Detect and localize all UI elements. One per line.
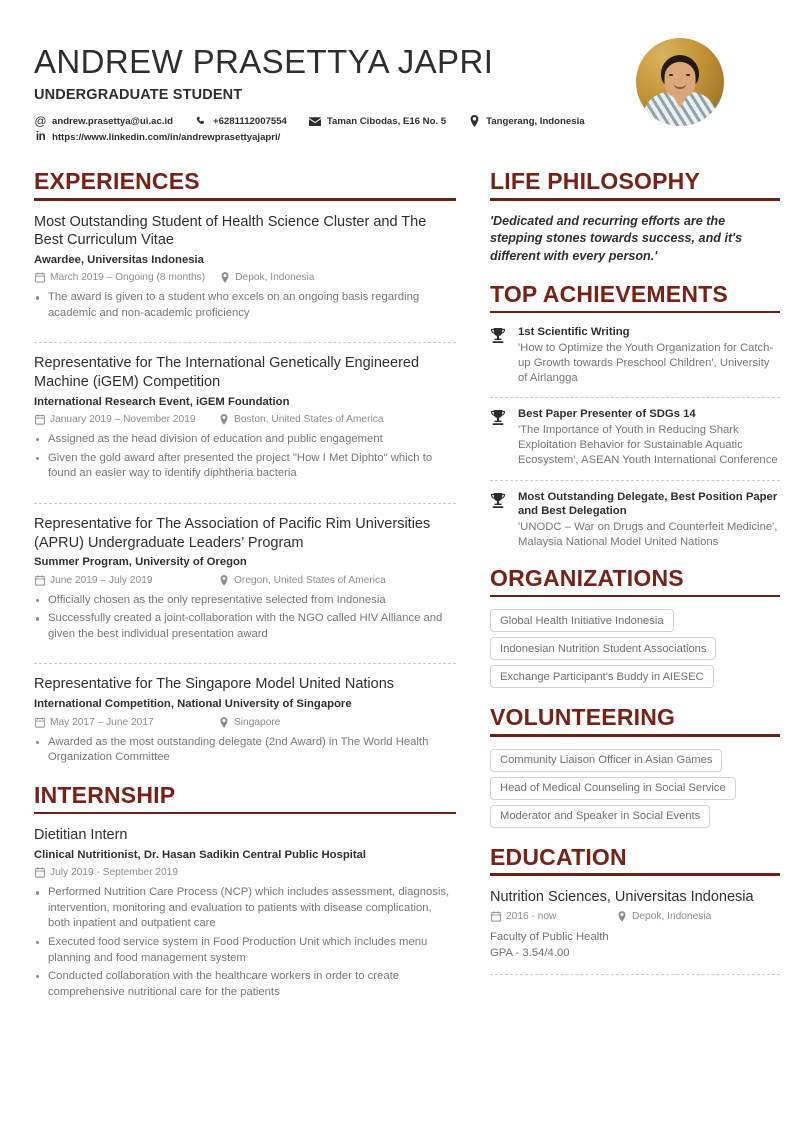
education-date-text: 2016 - now xyxy=(506,911,557,923)
entry-title: Most Outstanding Student of Health Science Cluster and The Best Curriculum Vitae xyxy=(34,213,427,249)
section-divider xyxy=(490,873,780,876)
experience-entry xyxy=(34,354,456,495)
entry-location xyxy=(218,717,280,728)
calendar-icon xyxy=(490,911,501,922)
contact-linkedin[interactable] xyxy=(34,131,280,143)
bullet-item: Assigned as the head division of education and public engagement xyxy=(34,432,456,448)
trophy-icon xyxy=(490,325,518,344)
bullet-item: Successfully created a joint-collaboration with the NGO called HIV Alliance and given the best individual presentation award xyxy=(34,611,456,642)
achievement-body xyxy=(518,325,780,386)
life-philosophy-quote: 'Dedicated and recurring efforts are the stepping stones towards success, and it's different with every person.' xyxy=(490,213,743,264)
entry-date-text: July 2019 - September 2019 xyxy=(50,867,178,879)
entry-date xyxy=(34,575,204,586)
entry-title: Dietitian Intern xyxy=(34,827,128,844)
section-heading-education: EDUCATION xyxy=(490,843,627,870)
entry-date-text: May 2017 – June 2017 xyxy=(50,716,154,728)
location-icon xyxy=(616,911,627,922)
contact-phone[interactable] xyxy=(195,115,287,127)
achievement-separator xyxy=(490,480,780,481)
header-subtitle: UNDERGRADUATE STUDENT xyxy=(34,87,243,104)
trophy-icon xyxy=(490,407,518,426)
entry-separator xyxy=(34,342,456,343)
education-date xyxy=(490,911,602,922)
entry-date-text: January 2019 – November 2019 xyxy=(50,414,196,426)
trophy-icon xyxy=(490,490,518,509)
entry-subtitle: International Competition, National University of Singapore xyxy=(34,698,352,711)
location-icon xyxy=(218,414,229,425)
content-columns xyxy=(34,168,778,1017)
education-faculty: Faculty of Public Health xyxy=(490,931,609,944)
section-experiences xyxy=(34,169,456,779)
section-divider xyxy=(34,198,456,201)
resume-header xyxy=(34,38,760,153)
section-divider xyxy=(490,595,780,598)
section-heading-experiences: EXPERIENCES xyxy=(34,168,200,195)
entry-meta xyxy=(34,717,456,728)
contact-location-text: Tangerang, Indonesia xyxy=(486,115,585,127)
bullet-item: Conducted collaboration with the healthcare workers in order to create comprehensive nutritional care for the patients xyxy=(34,969,456,1000)
section-volunteering xyxy=(490,705,780,832)
section-divider xyxy=(490,311,780,314)
entry-date xyxy=(34,272,205,283)
entry-meta xyxy=(34,272,456,283)
location-icon xyxy=(219,272,230,283)
entry-meta xyxy=(34,867,456,878)
section-life-philosophy xyxy=(490,169,780,266)
location-icon xyxy=(468,115,481,127)
contact-location xyxy=(468,115,584,127)
calendar-icon xyxy=(34,272,45,283)
entry-subtitle: Summer Program, University of Oregon xyxy=(34,556,247,569)
entry-location xyxy=(218,414,384,425)
volunteering-tag: Community Liaison Officer in Asian Games xyxy=(490,749,722,772)
entry-location-text: Depok, Indonesia xyxy=(235,272,315,284)
entry-date xyxy=(34,867,178,878)
section-top-achievements xyxy=(490,282,780,552)
achievement-title: 1st Scientific Writing xyxy=(518,326,630,339)
entry-bullets xyxy=(34,432,456,482)
entry-date xyxy=(34,414,204,425)
section-divider xyxy=(490,734,780,737)
organization-tag: Indonesian Nutrition Student Associations xyxy=(490,637,716,660)
section-divider xyxy=(490,198,780,201)
left-column xyxy=(34,169,464,1017)
bullet-item: Given the gold award after presented the project "How I Met Diphto" which to found an easier way to identify diphtheria bacteria xyxy=(34,451,456,482)
contact-linkedin-text: https://www.linkedin.com/in/andrewprasettyajapri/ xyxy=(52,131,281,143)
avatar-eye-left xyxy=(669,74,673,76)
education-entry xyxy=(490,888,780,966)
experience-entry xyxy=(34,213,456,335)
volunteering-tag-list xyxy=(490,749,780,833)
entry-bullets xyxy=(34,290,456,321)
achievement-description: 'How to Optimize the Youth Organization for Catch-up Growth towards Preschool Children', University of Airlangga xyxy=(518,342,774,385)
achievement-separator xyxy=(490,397,780,398)
achievement-description: 'The Importance of Youth in Reducing Shark Exploitation Behavior for Sustainable Aquatic Ecosystem', ASEAN Youth International Conference xyxy=(518,424,778,467)
bullet-item: Executed food service system in Food Production Unit which includes menu planning and food management system xyxy=(34,935,456,966)
calendar-icon xyxy=(34,414,45,425)
bullet-item: The award is given to a student who excels on an ongoing basis regarding academic and non-academic proficiency xyxy=(34,290,456,321)
page-title: ANDREW PRASETTYA JAPRI xyxy=(34,43,494,80)
entry-bullets xyxy=(34,593,456,643)
entry-meta xyxy=(490,911,780,922)
organizations-tag-list xyxy=(490,609,780,693)
entry-bullets xyxy=(34,885,456,1000)
envelope-icon xyxy=(309,115,322,127)
section-divider xyxy=(34,812,456,815)
organization-tag: Global Health Initiative Indonesia xyxy=(490,609,674,632)
achievement-body xyxy=(518,490,780,551)
section-heading-organizations: ORGANIZATIONS xyxy=(490,565,684,592)
contact-info xyxy=(34,115,636,143)
phone-icon xyxy=(195,115,208,127)
education-location-text: Depok, Indonesia xyxy=(632,911,712,923)
linkedin-icon: in xyxy=(35,131,46,144)
entry-title: Representative for The Singapore Model United Nations xyxy=(34,676,395,693)
entry-location-text: Singapore xyxy=(234,716,281,728)
entry-subtitle: Awardee, Universitas Indonesia xyxy=(34,253,204,266)
entry-location-text: Oregon, United States of America xyxy=(234,574,386,586)
avatar-eye-right xyxy=(686,74,690,76)
contact-phone-text: +6281112007554 xyxy=(212,115,287,127)
avatar xyxy=(636,38,724,126)
achievement-item xyxy=(490,407,780,470)
bullet-item: Performed Nutrition Care Process (NCP) which includes assessment, diagnosis, intervention, monitoring and evaluation to patients with disease complication, both inpatient and outpatient care xyxy=(34,885,456,932)
contact-row-linkedin xyxy=(34,131,636,143)
avatar-face xyxy=(665,62,696,98)
achievement-item xyxy=(490,325,780,388)
entry-bullets xyxy=(34,735,456,766)
contact-address-text: Taman Cibodas, E16 No. 5 xyxy=(326,115,447,127)
achievement-title: Most Outstanding Delegate, Best Position Paper and Best Delegation xyxy=(518,490,778,518)
header-text-block xyxy=(34,38,636,147)
entry-date xyxy=(34,717,204,728)
education-separator xyxy=(490,974,780,975)
entry-separator xyxy=(34,503,456,504)
calendar-icon xyxy=(34,575,45,586)
section-education xyxy=(490,845,780,976)
achievement-body xyxy=(518,407,780,468)
volunteering-tag: Moderator and Speaker in Social Events xyxy=(490,805,710,828)
entry-meta xyxy=(34,414,456,425)
internship-entry xyxy=(34,826,456,1013)
achievement-item xyxy=(490,490,780,553)
bullet-item: Officially chosen as the only representative selected from Indonesia xyxy=(34,593,456,609)
section-heading-volunteering: VOLUNTEERING xyxy=(490,704,676,731)
entry-location xyxy=(218,575,386,586)
entry-subtitle: International Research Event, iGEM Foundation xyxy=(34,395,290,408)
contact-email[interactable] xyxy=(34,115,173,127)
education-gpa: GPA - 3.54/4.00 xyxy=(490,947,570,960)
right-column xyxy=(490,169,780,984)
entry-date-text: June 2019 – July 2019 xyxy=(50,574,153,586)
section-heading-top-achievements: TOP ACHIEVEMENTS xyxy=(490,281,728,308)
contact-address xyxy=(309,115,446,127)
experience-entry xyxy=(34,515,456,656)
entry-title: Representative for The Association of Pacific Rim Universities (APRU) Undergraduate Leaders’ Program xyxy=(34,515,431,551)
contact-row-primary xyxy=(34,115,636,127)
achievement-description: 'UNODC – War on Drugs and Counterfeit Medicine', Malaysia National Model United Nations xyxy=(518,520,778,548)
entry-title: Representative for The International Genetically Engineered Machine (iGEM) Competition xyxy=(34,355,420,391)
achievement-title: Best Paper Presenter of SDGs 14 xyxy=(518,408,696,421)
section-organizations xyxy=(490,566,780,693)
entry-location xyxy=(219,272,314,283)
entry-separator xyxy=(34,663,456,664)
entry-location-text: Boston, United States of America xyxy=(234,414,384,426)
calendar-icon xyxy=(34,717,45,728)
contact-email-text: andrew.prasettya@ui.ac.id xyxy=(52,115,173,127)
education-location xyxy=(616,911,711,922)
bullet-item: Awarded as the most outstanding delegate (2nd Award) in The World Health Organization Committee xyxy=(34,735,456,766)
organization-tag: Exchange Participant's Buddy in AIESEC xyxy=(490,665,714,688)
volunteering-tag: Head of Medical Counseling in Social Service xyxy=(490,777,736,800)
section-internship xyxy=(34,783,456,1014)
entry-date-text: March 2019 – Ongoing (8 months) xyxy=(50,272,206,284)
location-icon xyxy=(218,575,229,586)
entry-subtitle: Clinical Nutritionist, Dr. Hasan Sadikin Central Public Hospital xyxy=(34,848,367,861)
at-icon: @ xyxy=(34,114,47,129)
section-heading-life-philosophy: LIFE PHILOSOPHY xyxy=(490,168,701,195)
calendar-icon xyxy=(34,867,45,878)
section-heading-internship: INTERNSHIP xyxy=(34,781,176,808)
entry-meta xyxy=(34,575,456,586)
location-icon xyxy=(218,717,229,728)
education-title: Nutrition Sciences, Universitas Indonesia xyxy=(490,888,754,905)
experience-entry xyxy=(34,675,456,778)
